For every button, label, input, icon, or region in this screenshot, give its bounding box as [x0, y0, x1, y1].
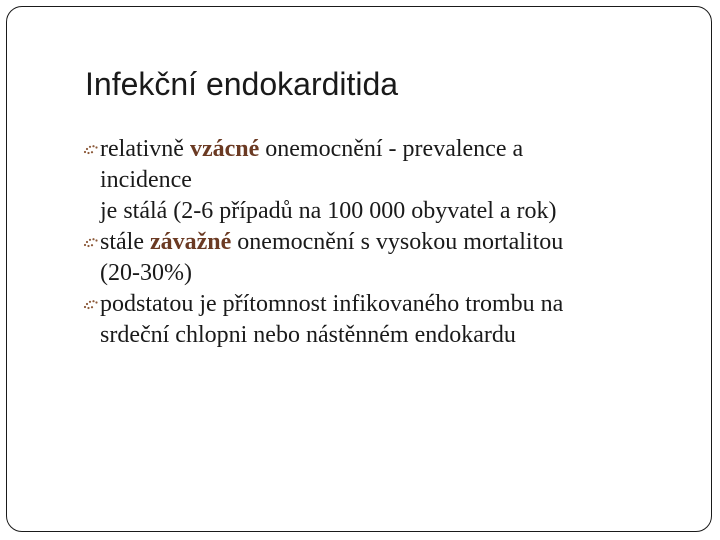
slide-body [83, 134, 683, 351]
bullet-text: relativně [100, 136, 190, 162]
bullet-item-1 [83, 134, 683, 196]
bullet-continuation: srdeční chlopni nebo nástěnném endokardu [100, 322, 516, 348]
bullet-text: onemocnění - prevalence a [259, 136, 524, 162]
bullet-text: onemocnění s vysokou mortalitou [231, 229, 564, 255]
bullet-continuation-line: je stálá (2-6 případů na 100 000 obyvatel a rok) [100, 198, 557, 224]
bullet-curl-icon [83, 143, 98, 156]
bullet-text: stále [100, 229, 150, 255]
bullet-bold-text: závažné [149, 229, 232, 255]
bullet-text: podstatou je přítomnost infikovaného trombu na [100, 291, 564, 317]
slide [6, 6, 712, 532]
bullet-item-2 [83, 227, 683, 289]
bullet-continuation: (20-30%) [100, 260, 192, 286]
bullet-curl-icon [83, 298, 98, 311]
bullet-bold-text: vzácné [189, 136, 260, 162]
bullet-curl-icon [83, 236, 98, 249]
slide-title: Infekční endokarditida [85, 66, 399, 102]
bullet-continuation: incidence [100, 167, 192, 193]
bullet-item-3 [83, 289, 683, 351]
